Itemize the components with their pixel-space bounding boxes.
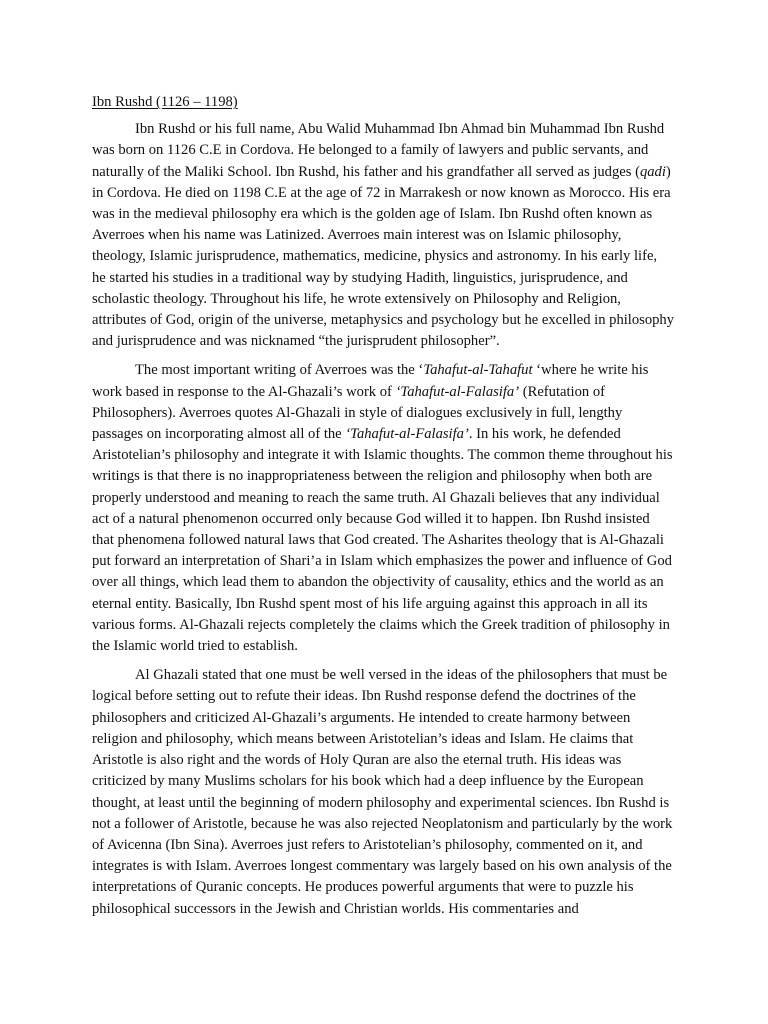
document-title: Ibn Rushd (1126 – 1198) [92,94,238,110]
italic-text-run: qadi [639,163,666,180]
text-run: . In his work, he defended Aristotelian’s philosophy and integrate it with Islamic thoughts. The common theme throughout his writings is that there is no inappropriateness between the religion and philosophy when both are properly understood and meaning to reach the same truth. Al Ghazali believes that any individual act of a natural phenomenon occurred only because God willed it to happen. Ibn Rushd insisted that phenomena followed natural laws that God created. The Asharites theology that is Al-Ghazali put forward an interpretation of Shari’a in Islam which emphasizes the power and influence of God over all things, which lead them to abandon the objectivity of causality, ethics and the world as an eternal entity. Basically, Ibn Rushd spent most of his life arguing against this approach in all its various forms. Al-Ghazali rejects completely the claims which the Greek tradition of philosophy in the Islamic world tried to establish. [92,426,673,655]
paragraph-3 [92,665,674,919]
document-body [92,92,674,928]
text-run: ) in Cordova. He died on 1198 C.E at the age of 72 in Marrakesh or now known as Morocco. His era was in the medieval philosophy era which is the golden age of Islam. Ibn Rushd often known as Averroes when his name was Latinized. Averroes main interest was on Islamic philosophy, theology, Islamic jurisprudence, mathematics, medicine, physics and astronomy. In his early life, he started his studies in a traditional way by studying Hadith, linguistics, jurisprudence, and scholastic theology. Throughout his life, he wrote extensively on Philosophy and Religion, attributes of God, origin of the universe, metaphysics and psychology but he excelled in philosophy and jurisprudence and was nicknamed “the jurisprudent philosopher”. [92,163,675,350]
text-run: Ibn Rushd or his full name, Abu Walid Muhammad Ibn Ahmad bin Muhammad Ibn Rushd was born on 1126 C.E in Cordova. He belonged to a family of lawyers and public servants, and naturally of the Maliki School. Ibn Rushd, his father and his grandfather all served as judges ( [92,121,665,180]
italic-text-run: ‘Tahafut-al-Falasifa’ [395,383,520,400]
paragraph-2 [92,360,674,657]
italic-text-run: Tahafut-al-Tahafut [423,362,533,379]
paragraph-1 [92,119,674,352]
text-run: (Refutation of Philosophers). Averroes quotes Al-Ghazali in style of dialogues exclusively in full, lengthy passages on incorporating almost all of the [92,383,623,443]
text-run: The most important writing of Averroes was the ‘ [135,362,424,379]
text-run: Al Ghazali stated that one must be well versed in the ideas of the philosophers that must be logical before setting out to refute their ideas. Ibn Rushd response defend the doctrines of the philosophers and criticized Al-Ghazali’s arguments. He intended to create harmony between religion and philosophy, which means between Aristotelian’s ideas and Islam. He claims that Aristotle is also right and the words of Holy Quran are also the eternal truth. His ideas was criticized by many Muslims scholars for his book which had a deep influence by the European thought, at least until the beginning of modern philosophy and experimental sciences. Ibn Rushd is not a follower of Aristotle, because he was also rejected Neoplatonism and particularly by the work of Avicenna (Ibn Sina). Averroes just refers to Aristotelian’s philosophy, commented on it, and integrates is with Islam. Averroes longest commentary was largely based on his own analysis of the interpretations of Quranic concepts. He produces powerful arguments that were to puzzle his philosophical successors in the Jewish and Christian worlds. His commentaries and [92,667,673,917]
text-run: ‘where he write his work based in response to the Al-Ghazali’s work of [92,362,649,400]
italic-text-run: ‘Tahafut-al-Falasifa’ [345,426,469,443]
